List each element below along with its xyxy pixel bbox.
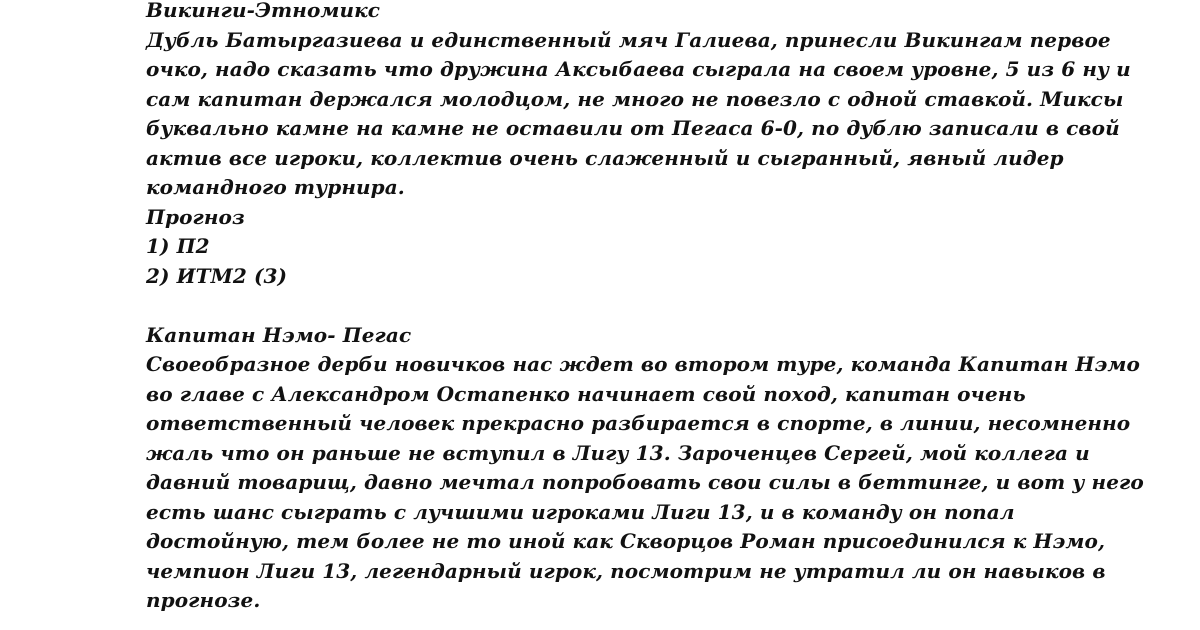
paragraph-line: актив все игроки, коллектив очень слаженный и сыгранный, явный лидер	[146, 145, 1064, 170]
section-heading-vikings-etnomiks: Викинги-Этномикс	[146, 0, 381, 22]
paragraph-line: ответственный человек прекрасно разбирается в спорте, в линии, несомненно	[146, 411, 1131, 435]
document-text	[146, 0, 1144, 616]
section-heading-kapitan-nemo-pegas: Капитан Нэмо- Пегас	[146, 322, 412, 347]
paragraph-line: во главе с Александром Остапенко начинает свой поход, капитан очень	[146, 381, 1026, 406]
paragraph-line: есть шанс сыграть с лучшими игроками Лиги 13, и в команду он попал	[146, 499, 1015, 524]
paragraph-line: Дубль Батыргазиева и единственный мяч Галиева, принесли Викингам первое	[146, 27, 1111, 52]
paragraph-line: достойную, тем более не то иной как Скворцов Роман присоединился к Нэмо,	[146, 529, 1106, 553]
forecast-item: 1) П2	[146, 234, 210, 258]
paragraph-spacer	[146, 291, 1086, 321]
paragraph-line: буквально камне на камне не оставили от Пегаса 6-0, по дублю записали в свой	[146, 116, 1120, 140]
paragraph-line: командного турнира.	[146, 175, 405, 199]
forecast-item: 2) ИТМ2 (3)	[146, 263, 288, 288]
paragraph-line: жаль что он раньше не вступил в Лигу 13. Зароченцев Сергей, мой коллега и	[146, 440, 1090, 465]
paragraph-line: прогнозе.	[146, 588, 261, 612]
paragraph-line: очко, надо сказать что дружина Аксыбаева сыграла на своем уровне, 5 из 6 ну и	[146, 57, 1131, 81]
paragraph-line: Своеобразное дерби новичков нас ждет во втором туре, команда Капитан Нэмо	[146, 352, 1140, 376]
paragraph-line: чемпион Лиги 13, легендарный игрок, посмотрим не утратил ли он навыков в	[146, 558, 1106, 583]
paragraph-line: давний товарищ, давно мечтал попробовать свои силы в беттинге, и вот у него	[146, 470, 1144, 494]
forecast-label: Прогноз	[146, 204, 245, 229]
paragraph-line: сам капитан держался молодцом, не много не повезло с одной ставкой. Миксы	[146, 86, 1124, 111]
